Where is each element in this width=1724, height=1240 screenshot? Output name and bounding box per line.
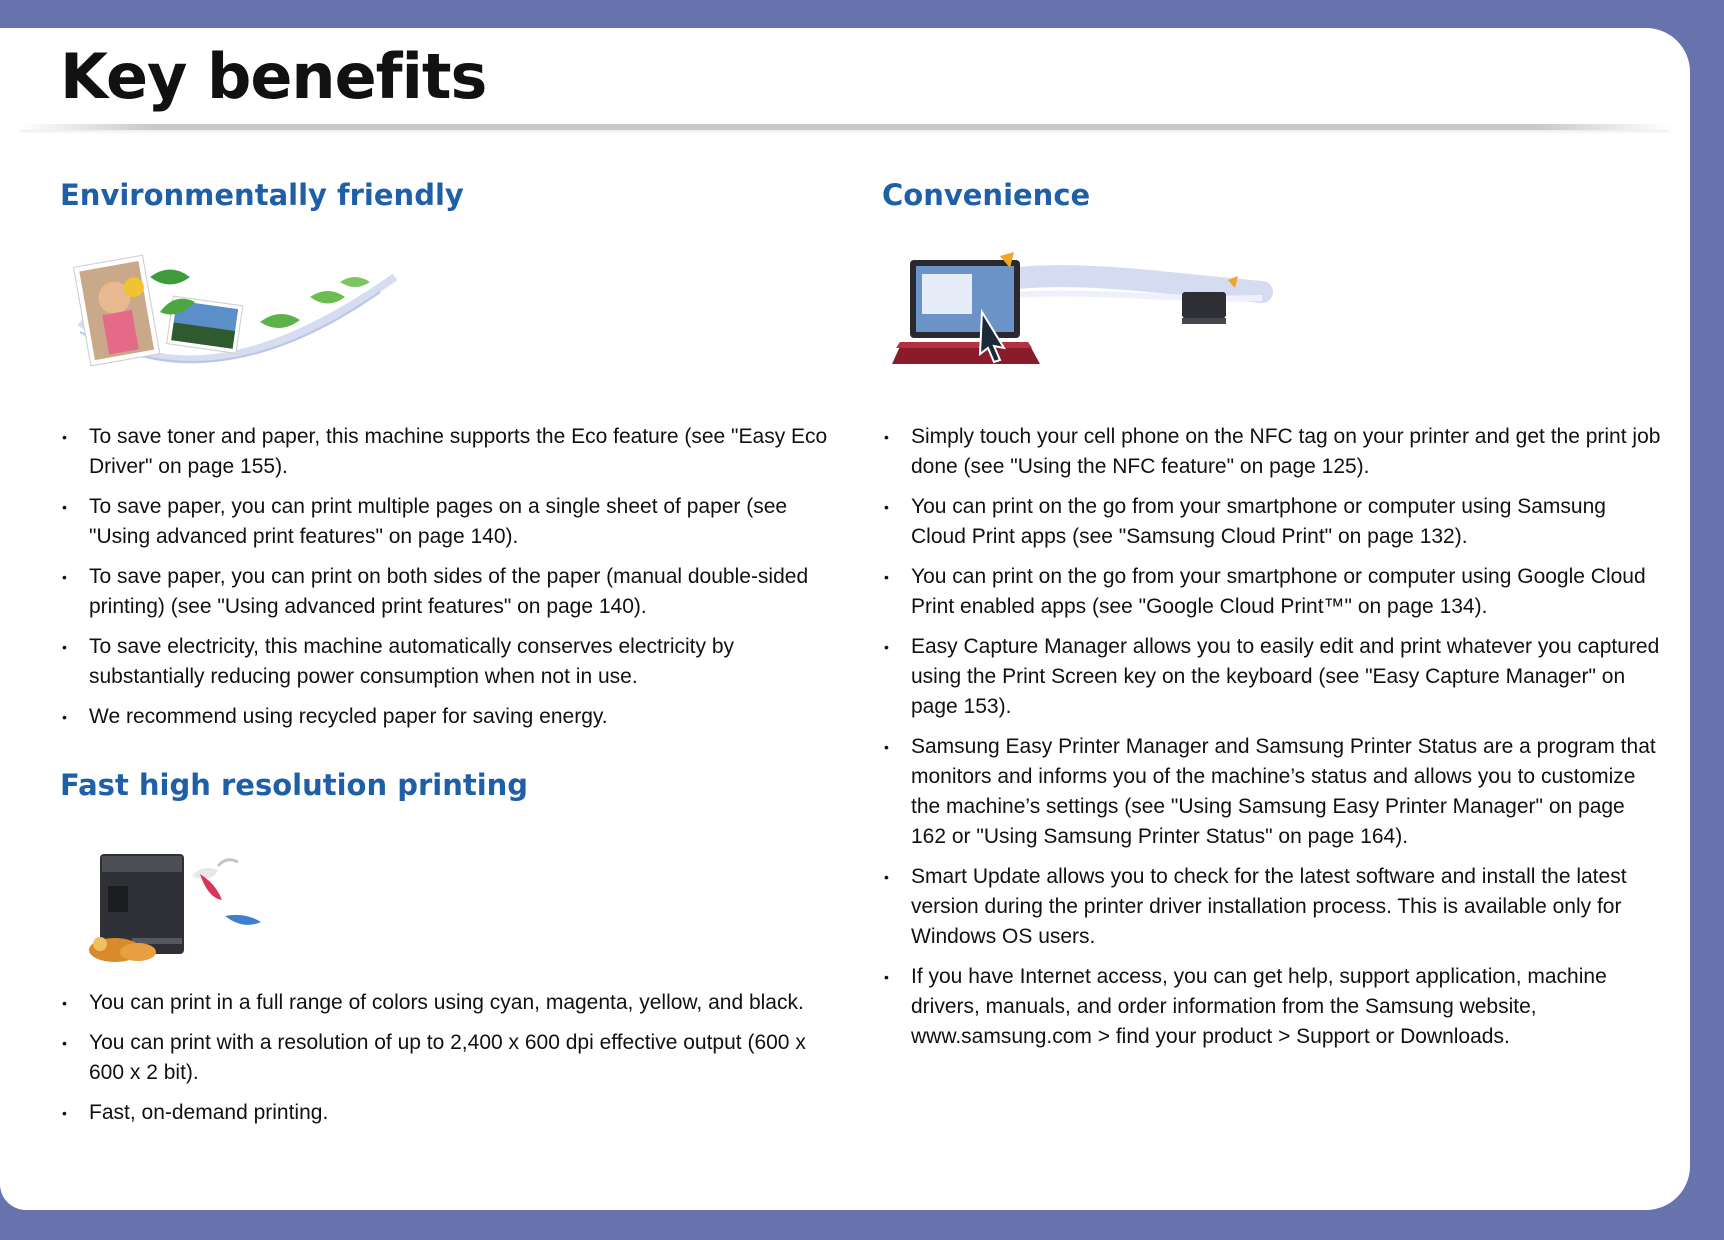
list-item: • We recommend using recycled paper for saving energy. [62,705,608,728]
section-environmentally-friendly [60,178,840,732]
section-heading-convenience: Convenience [882,178,1091,212]
list-item: • Simply touch your cell phone on the NFC tag on your printer and get the print job done (see "Using the NFC feature" on page 125). [884,425,1661,478]
list-item: • Fast, on-demand printing. [62,1101,329,1124]
list-item-text: Smart Update allows you to check for the latest software and install the latest version during the printer driver installation process. This is available only for Windows OS users. [911,865,1627,948]
list-item: • Easy Capture Manager allows you to easily edit and print whatever you captured using the Print Screen key on the keyboard (see "Easy Capture Manager" on page 153). [884,635,1660,718]
title-divider [20,124,1670,130]
list-item-text: To save electricity, this machine automatically conserves electricity by substantially reducing power consumption when not in use. [89,635,735,688]
list-item-text: You can print on the go from your smartphone or computer using Google Cloud Print enabled apps (see "Google Cloud Print™" on page 134). [911,565,1646,618]
list-item-text: Samsung Easy Printer Manager and Samsung Printer Status are a program that monitors and informs you of the machine’s status and allows you to customize the machine’s settings (see "Using Samsung Easy Printer Manager" on page 162 or "Using Samsung Printer Status" on page 164). [911,735,1656,848]
list-item-text: To save toner and paper, this machine supports the Eco feature (see "Easy Eco Driver" on page 155). [89,425,828,478]
right-column [882,178,1662,1062]
list-item: • You can print on the go from your smartphone or computer using Samsung Cloud Print apps (see "Samsung Cloud Print" on page 132). [884,495,1606,548]
list-item-text: You can print on the go from your smartphone or computer using Samsung Cloud Print apps (see "Samsung Cloud Print" on page 132). [911,495,1606,548]
page [0,28,1690,1210]
list-item-text: Fast, on-demand printing. [89,1101,329,1124]
environment-bullet-list [60,422,840,732]
list-item: • You can print on the go from your smartphone or computer using Google Cloud Print enabled apps (see "Google Cloud Print™" on page 134). [884,565,1646,618]
list-item-text: You can print with a resolution of up to 2,400 x 600 dpi effective output (600 x 600 x 2 bit). [89,1031,806,1084]
list-item-text: If you have Internet access, you can get help, support application, machine drivers, manuals, and order information from the Samsung website, www.samsung.com > find your product > Support or Downloads. [911,965,1607,1048]
list-item: • Samsung Easy Printer Manager and Samsung Printer Status are a program that monitors and informs you of the machine’s status and allows you to customize the machine’s settings (see "Using Samsung Easy Printer Manager" on page 162 or "Using Samsung Printer Status" on page 164). [884,735,1656,848]
section-convenience [882,178,1662,1052]
printer-illustration-icon [60,846,840,966]
list-item-text: To save paper, you can print on both sides of the paper (manual double-sided printing) (see "Using advanced print features" on page 140). [89,565,809,618]
fast-printing-bullet-list [60,988,840,1128]
list-item-text: To save paper, you can print multiple pages on a single sheet of paper (see "Using advanced print features" on page 140). [89,495,788,548]
list-item: • Smart Update allows you to check for the latest software and install the latest version during the printer driver installation process. This is available only for Windows OS users. [884,865,1627,948]
list-item: • To save paper, you can print multiple pages on a single sheet of paper (see "Using advanced print features" on page 140). [62,495,788,548]
list-item-text: Simply touch your cell phone on the NFC tag on your printer and get the print job done (see "Using the NFC feature" on page 125). [911,425,1661,478]
left-column [60,178,840,1138]
list-item: • To save electricity, this machine automatically conserves electricity by substantially reducing power consumption when not in use. [62,635,735,688]
section-fast-printing [60,768,840,1128]
list-item: • You can print with a resolution of up to 2,400 x 600 dpi effective output (600 x 600 x 2 bit). [62,1031,806,1084]
list-item-text: We recommend using recycled paper for saving energy. [89,705,608,728]
section-heading-environment: Environmentally friendly [60,178,464,212]
convenience-illustration-icon [882,252,1662,392]
page-title: Key benefits [60,40,487,113]
list-item: • To save paper, you can print on both sides of the paper (manual double-sided printing) (see "Using advanced print features" on page 140). [62,565,809,618]
list-item-text: Easy Capture Manager allows you to easily edit and print whatever you captured using the Print Screen key on the keyboard (see "Easy Capture Manager" on page 153). [911,635,1660,718]
list-item: • You can print in a full range of colors using cyan, magenta, yellow, and black. [62,991,804,1014]
list-item-text: You can print in a full range of colors using cyan, magenta, yellow, and black. [89,991,804,1014]
eco-illustration-icon [60,252,840,392]
list-item: • To save toner and paper, this machine supports the Eco feature (see "Easy Eco Driver" on page 155). [62,425,828,478]
section-heading-fast-printing: Fast high resolution printing [60,768,529,802]
convenience-bullet-list [882,422,1662,1052]
list-item: • If you have Internet access, you can get help, support application, machine drivers, manuals, and order information from the Samsung website, www.samsung.com > find your product > Support or Downloads. [884,965,1607,1048]
